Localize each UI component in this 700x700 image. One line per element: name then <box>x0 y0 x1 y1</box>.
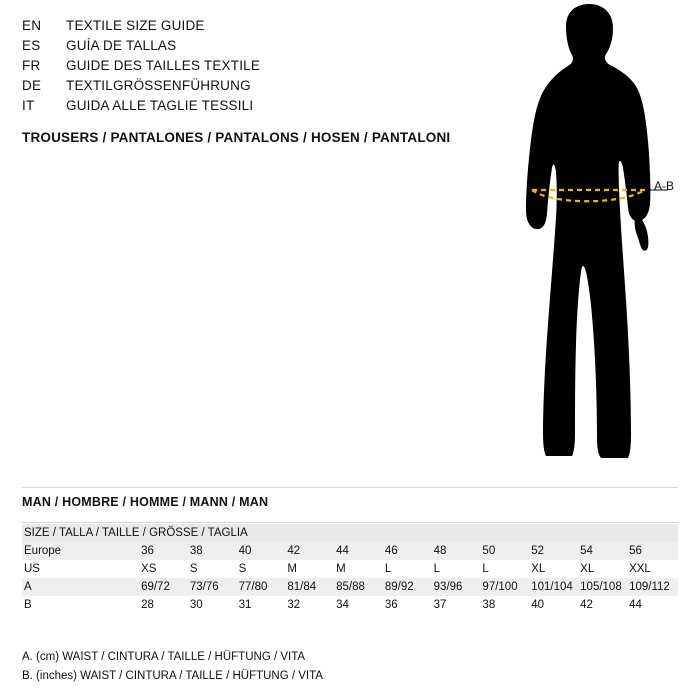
cell: 42 <box>580 599 593 611</box>
language-row <box>22 78 472 98</box>
language-title: GUÍA DE TALLAS <box>66 38 177 53</box>
language-title-list <box>22 18 472 118</box>
cell: 38 <box>190 542 239 560</box>
language-row <box>22 38 472 58</box>
cell: 56 <box>629 542 678 560</box>
cell: M <box>287 563 297 575</box>
man-silhouette-illustration <box>470 4 690 474</box>
cell: S <box>189 563 198 575</box>
cell: 52 <box>531 542 580 560</box>
cell: XXL <box>629 563 651 575</box>
footnote-b: B. (inches) WAIST / CINTURA / TAILLE / HÜFTUNG / VITA <box>22 670 323 682</box>
table-header-label: SIZE / TALLA / TAILLE / GRÖSSE / TAGLIA <box>22 524 678 542</box>
cell: 85/88 <box>336 578 385 596</box>
cell: 40 <box>531 599 545 611</box>
cell: 97/100 <box>482 578 531 596</box>
cell: S <box>238 563 247 575</box>
cell: XL <box>531 563 546 575</box>
language-code: IT <box>22 98 35 113</box>
cell: 32 <box>287 599 301 611</box>
divider-mid <box>22 522 678 523</box>
cell: 105/108 <box>580 578 629 596</box>
cell: 50 <box>482 542 531 560</box>
language-title: GUIDE DES TAILLES TEXTILE <box>66 58 261 73</box>
language-code: FR <box>22 58 41 73</box>
cell: 36 <box>141 542 190 560</box>
table-row <box>22 560 678 578</box>
row-label: US <box>24 563 40 575</box>
footnote-a: A. (cm) WAIST / CINTURA / TAILLE / HÜFTUNG / VITA <box>22 651 306 663</box>
measure-label-ab: A-B <box>654 179 675 193</box>
cell: 38 <box>482 599 496 611</box>
cell: 77/80 <box>239 578 288 596</box>
category-title: TROUSERS / PANTALONES / PANTALONS / HOSEN / PANTALONI <box>22 130 451 145</box>
row-label: Europe <box>22 542 141 560</box>
table-row <box>22 542 678 560</box>
table-row <box>22 578 678 596</box>
silhouette-shape <box>526 4 650 458</box>
cell: 48 <box>434 542 483 560</box>
cell: L <box>433 563 441 575</box>
cell: L <box>482 563 489 575</box>
cell: 30 <box>189 599 203 611</box>
cell: XS <box>141 563 157 575</box>
cell: 42 <box>287 542 336 560</box>
cell: 37 <box>433 599 447 611</box>
cell: 28 <box>141 599 154 611</box>
cell: M <box>336 563 346 575</box>
language-code: EN <box>22 18 42 33</box>
language-title: TEXTILGRÖSSENFÜHRUNG <box>66 78 251 93</box>
cell: XL <box>580 563 595 575</box>
language-row <box>22 18 472 38</box>
divider-top <box>22 487 678 488</box>
cell: 44 <box>629 599 642 611</box>
row-label: A <box>22 578 141 596</box>
language-title: GUIDA ALLE TAGLIE TESSILI <box>66 98 254 113</box>
cell: 81/84 <box>287 578 336 596</box>
cell: 93/96 <box>434 578 483 596</box>
cell: 40 <box>239 542 288 560</box>
language-row <box>22 58 472 78</box>
language-title: TEXTILE SIZE GUIDE <box>66 18 205 33</box>
cell: 69/72 <box>141 578 190 596</box>
size-table <box>22 524 678 614</box>
cell: 34 <box>336 599 349 611</box>
table-row <box>22 596 678 614</box>
cell: 54 <box>580 542 629 560</box>
row-label: B <box>24 599 32 611</box>
table-header-row <box>22 524 678 542</box>
cell: 46 <box>385 542 434 560</box>
cell: 89/92 <box>385 578 434 596</box>
cell: 101/104 <box>531 578 580 596</box>
cell: L <box>384 563 392 575</box>
cell: 73/76 <box>190 578 239 596</box>
footnotes <box>22 648 323 686</box>
cell: 44 <box>336 542 385 560</box>
table-group-title: MAN / HOMBRE / HOMME / MANN / MAN <box>22 495 269 509</box>
language-code: ES <box>22 38 41 53</box>
language-row <box>22 98 472 118</box>
cell: 109/112 <box>629 578 678 596</box>
cell: 31 <box>238 599 252 611</box>
language-code: DE <box>22 78 42 93</box>
cell: 36 <box>384 599 398 611</box>
